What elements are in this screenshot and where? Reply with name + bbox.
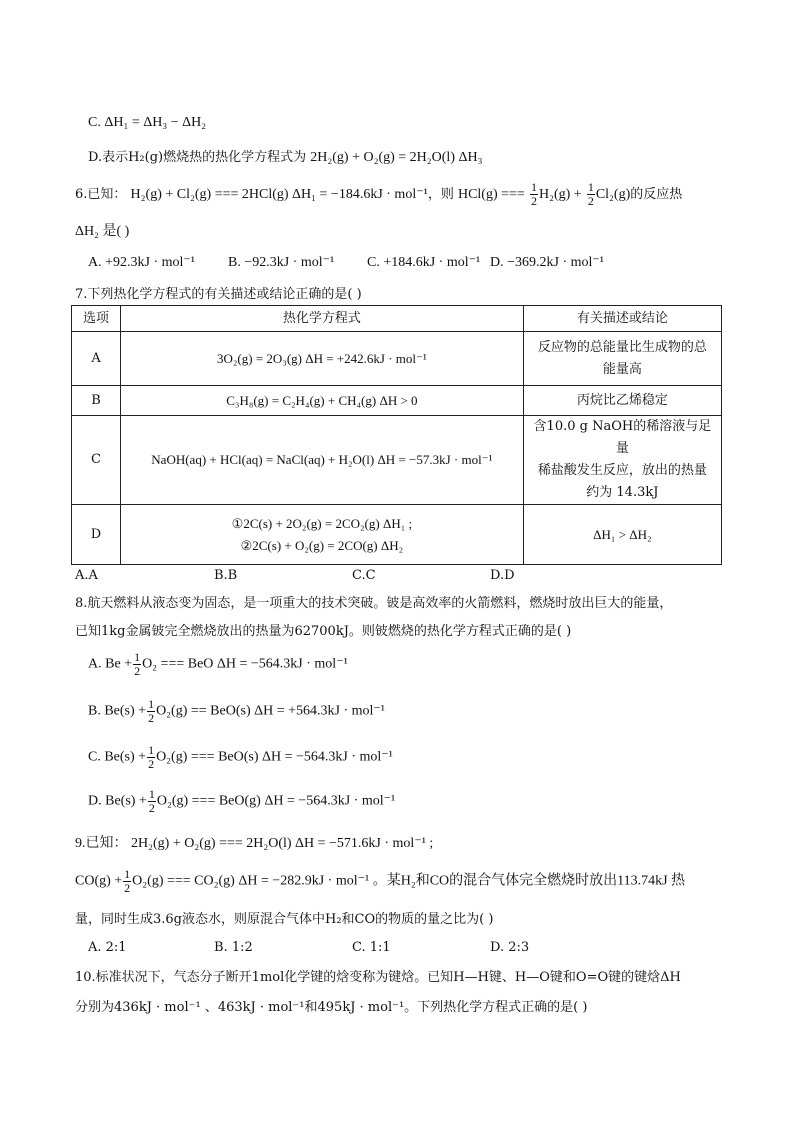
row-a-option: A <box>72 332 121 386</box>
q7-option-a: A.A <box>75 568 98 583</box>
table-row <box>72 416 722 505</box>
q8-option-b <box>88 698 385 725</box>
row-d-description: ΔH₁ > ΔH₂ <box>523 505 721 565</box>
q8-option-d <box>88 788 395 815</box>
row-c-desc-line1: 含10.0 g NaOH的稀溶液与足量 <box>533 419 712 456</box>
q5-option-d <box>88 146 482 166</box>
row-c-description <box>523 416 721 505</box>
q7-table <box>71 305 722 565</box>
q8-a-post: O₂ === BeO ΔH = −564.3kJ · mol⁻¹ <box>142 656 348 672</box>
q6-stem <box>75 181 682 208</box>
row-d-equation <box>121 505 524 565</box>
row-a-desc-line1: 反应物的总能量比生成物的总 <box>537 339 707 355</box>
q7-option-c: C.C <box>352 568 376 583</box>
q8-a-frac: $\frac{1}{2}$ <box>134 650 141 678</box>
q6-mid: ，则 <box>427 187 454 202</box>
row-a-desc-line2: 能量高 <box>602 361 642 377</box>
q6-equation-2-cl: Cl₂(g) <box>595 187 631 202</box>
header-option: 选项 <box>72 306 121 332</box>
q5-option-d-equation: 2H₂(g) + O₂(g) = 2H₂O(l) ΔH₃ <box>310 150 483 165</box>
table-row <box>72 332 722 386</box>
q6-frac-h: $\frac{1}{2}$ <box>530 180 537 208</box>
table-row <box>72 386 722 416</box>
q6-line2: ΔH₂ 是( ) <box>75 224 130 239</box>
q6-option-c: C. +184.6kJ · mol⁻¹ <box>367 255 481 270</box>
q7-option-d: D.D <box>490 568 515 583</box>
q9-line2-post: O₂(g) === CO₂(g) ΔH = −282.9kJ · mol⁻¹ 。某H₂和CO的混合气体完全燃烧时放出113.74kJ 热 <box>132 873 686 889</box>
q9-frac: $\frac{1}{2}$ <box>124 867 131 895</box>
header-description: 有关描述或结论 <box>523 306 721 332</box>
q9-line2 <box>75 868 685 895</box>
q10-line2: 分别为436kJ · mol⁻¹ 、463kJ · mol⁻¹和495kJ · mol⁻¹。下列热化学方程式正确的是( ) <box>75 1000 588 1015</box>
q7-option-b: B.B <box>214 568 238 583</box>
q6-tail: 的反应热 <box>630 187 683 202</box>
q5-option-d-text: 表示H₂(g)燃烧热的热化学方程式为 <box>102 150 307 165</box>
q8-stem-line1: 8.航天燃料从液态变为固态，是一项重大的技术突破。铍是高效率的火箭燃料，燃烧时放出巨大的能量， <box>75 596 673 611</box>
row-b-description: 丙烷比乙烯稳定 <box>523 386 721 416</box>
row-c-option: C <box>72 416 121 505</box>
q6-frac-cl: $\frac{1}{2}$ <box>587 180 594 208</box>
row-b-option: B <box>72 386 121 416</box>
q8-stem-line2: 已知1kg金属铍完全燃烧放出的热量为62700kJ。则铍燃烧的热化学方程式正确的是( ) <box>75 624 572 639</box>
q9-option-b: B. 1:2 <box>214 940 253 955</box>
q6-equation-2-h: H₂(g) + <box>538 187 582 202</box>
table-row <box>72 505 722 565</box>
q8-b-frac: $\frac{1}{2}$ <box>148 697 155 725</box>
q6-equation-1: H₂(g) + Cl₂(g) === 2HCl(g) ΔH₁ = −184.6kJ · mol⁻¹ <box>130 187 428 202</box>
row-d-equation-2: ②2C(s) + O₂(g) = 2CO(g) ΔH₂ <box>240 537 404 553</box>
q5-option-d-label: D. <box>88 150 103 165</box>
q5-option-c: C. ΔH₁ = ΔH₃ − ΔH₂ <box>88 115 207 130</box>
q9-line3: 量，同时生成3.6g液态水，则原混合气体中H₂和CO的物质的量之比为( ) <box>75 912 494 927</box>
q6-equation-2-pre: HCl(g) === <box>457 187 525 202</box>
q9-line2-pre: CO(g) + <box>75 873 123 889</box>
q6-option-d: D. −369.2kJ · mol⁻¹ <box>490 255 604 270</box>
q8-b-post: O₂(g) == BeO(s) ΔH = +564.3kJ · mol⁻¹ <box>156 703 385 719</box>
q6-prefix: 6.已知： <box>75 187 127 202</box>
q7-stem: 7.下列热化学方程式的有关描述或结论正确的是( ) <box>75 287 362 302</box>
table-header-row <box>72 306 722 332</box>
q10-line1: 10.标准状况下，气态分子断开1mol化学键的焓变称为键焓。已知H—H键、H—O键和O=O键的键焓ΔH <box>75 970 681 985</box>
q8-b-pre: B. Be(s) + <box>88 703 147 719</box>
q8-c-frac: $\frac{1}{2}$ <box>148 743 155 771</box>
q9-option-c: C. 1:1 <box>352 940 391 955</box>
q8-d-pre: D. Be(s) + <box>88 793 147 809</box>
q6-option-a: A. +92.3kJ · mol⁻¹ <box>88 255 195 270</box>
q9-option-d: D. 2:3 <box>490 940 530 955</box>
q6-option-b: B. −92.3kJ · mol⁻¹ <box>228 255 335 270</box>
q8-d-frac: $\frac{1}{2}$ <box>148 787 155 815</box>
row-a-description <box>523 332 721 386</box>
q8-d-post: O₂(g) === BeO(g) ΔH = −564.3kJ · mol⁻¹ <box>156 793 396 809</box>
row-c-equation: NaOH(aq) + HCl(aq) = NaCl(aq) + H₂O(l) ΔH = −57.3kJ · mol⁻¹ <box>121 416 524 505</box>
row-b-equation: C₃H₈(g) = C₂H₄(g) + CH₄(g) ΔH > 0 <box>121 386 524 416</box>
q8-option-a <box>88 651 348 678</box>
row-d-option: D <box>72 505 121 565</box>
header-equation: 热化学方程式 <box>121 306 524 332</box>
row-c-desc-line3: 约为 14.3kJ <box>586 485 659 500</box>
q9-option-a: A. 2:1 <box>88 940 127 955</box>
row-a-equation: 3O₂(g) = 2O₃(g) ΔH = +242.6kJ · mol⁻¹ <box>121 332 524 386</box>
q8-a-pre: A. Be + <box>88 656 133 672</box>
q8-c-pre: C. Be(s) + <box>88 749 147 765</box>
q9-line1: 9.已知： 2H₂(g) + O₂(g) === 2H₂O(l) ΔH = −571.6kJ · mol⁻¹ ; <box>75 836 434 851</box>
q8-c-post: O₂(g) === BeO(s) ΔH = −564.3kJ · mol⁻¹ <box>156 749 393 765</box>
q8-option-c <box>88 744 393 771</box>
row-c-desc-line2: 稀盐酸发生反应，放出的热量 <box>537 463 707 478</box>
row-d-equation-1: ①2C(s) + 2O₂(g) = 2CO₂(g) ΔH₁ ; <box>231 515 413 531</box>
